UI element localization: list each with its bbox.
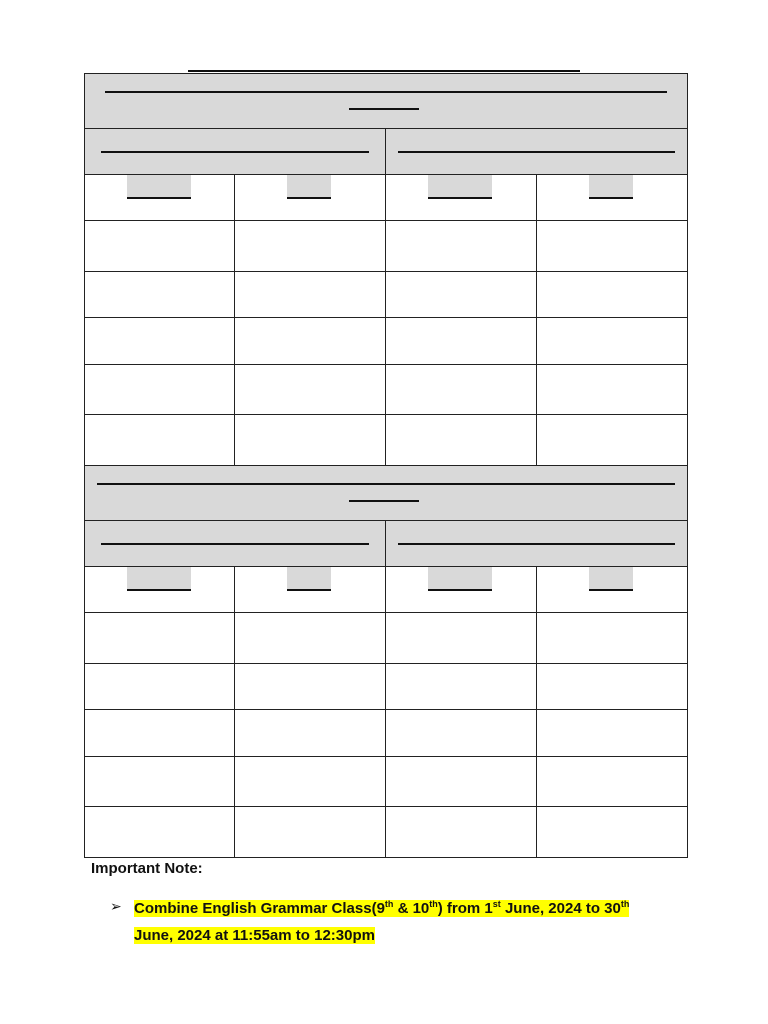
table-row (85, 613, 688, 664)
table-2-title-cell (85, 466, 688, 521)
table-cell (85, 272, 235, 318)
table-row (85, 710, 688, 757)
important-note-text (134, 895, 654, 949)
table-2-group-header-right (386, 521, 688, 567)
column-header-cell (386, 567, 537, 613)
table-cell (235, 613, 386, 664)
table-cell (537, 272, 688, 318)
column-header-cell (235, 567, 386, 613)
important-note-heading: Important Note: (91, 860, 203, 877)
table-row (85, 175, 688, 221)
table-cell (537, 664, 688, 710)
table-cell (386, 318, 537, 365)
redacted-label (589, 567, 633, 591)
redacted-text-line (349, 108, 419, 110)
table-cell (85, 415, 235, 466)
table-cell (85, 221, 235, 272)
redacted-text-line (398, 151, 675, 153)
table-row (85, 221, 688, 272)
table-cell (386, 613, 537, 664)
column-header-cell (85, 567, 235, 613)
table-cell (85, 365, 235, 415)
table-cell (235, 415, 386, 466)
table-cell (235, 807, 386, 858)
table-cell (537, 613, 688, 664)
table-row (85, 807, 688, 858)
column-header-cell (235, 175, 386, 221)
redacted-text-line (105, 91, 667, 93)
column-header-cell (386, 175, 537, 221)
table-1-title-cell (85, 74, 688, 129)
redacted-label (127, 567, 191, 591)
table-cell (235, 221, 386, 272)
redacted-label (428, 567, 492, 591)
redacted-label (127, 175, 191, 199)
table-cell (235, 710, 386, 757)
table-cell (85, 664, 235, 710)
table-cell (235, 272, 386, 318)
table-cell (386, 272, 537, 318)
table-cell (537, 757, 688, 807)
table-cell (386, 415, 537, 466)
table-cell (537, 710, 688, 757)
table-row (85, 664, 688, 710)
schedule-table-1 (84, 73, 688, 466)
table-row (85, 757, 688, 807)
table-row (85, 272, 688, 318)
table-row (85, 415, 688, 466)
redacted-text-line (398, 543, 675, 545)
table-cell (386, 365, 537, 415)
table-cell (537, 807, 688, 858)
schedule-table-2 (84, 465, 688, 858)
arrow-bullet-icon: ➢ (110, 898, 122, 914)
table-1-group-header-left (85, 129, 386, 175)
table-row (85, 318, 688, 365)
redacted-label (428, 175, 492, 199)
table-cell (235, 664, 386, 710)
table-cell (85, 318, 235, 365)
table-2-group-header-left (85, 521, 386, 567)
highlighted-line-2: June, 2024 at 11:55am to 12:30pm (134, 927, 375, 944)
table-cell (537, 221, 688, 272)
table-cell (386, 664, 537, 710)
table-cell (85, 613, 235, 664)
table-row (85, 567, 688, 613)
table-cell (537, 365, 688, 415)
table-cell (235, 757, 386, 807)
redacted-label (287, 567, 331, 591)
redacted-title-line (188, 70, 580, 72)
redacted-label (589, 175, 633, 199)
redacted-text-line (97, 483, 675, 485)
table-1-group-header-right (386, 129, 688, 175)
table-row (85, 365, 688, 415)
table-cell (235, 365, 386, 415)
table-cell (85, 757, 235, 807)
redacted-text-line (349, 500, 419, 502)
table-cell (537, 415, 688, 466)
column-header-cell (85, 175, 235, 221)
redacted-label (287, 175, 331, 199)
table-cell (85, 710, 235, 757)
redacted-text-line (101, 151, 369, 153)
table-cell (386, 221, 537, 272)
table-cell (85, 807, 235, 858)
column-header-cell (537, 175, 688, 221)
column-header-cell (537, 567, 688, 613)
redacted-text-line (101, 543, 369, 545)
table-cell (386, 710, 537, 757)
table-cell (386, 807, 537, 858)
table-cell (386, 757, 537, 807)
highlighted-line-1: Combine English Grammar Class(9th & 10th) from 1st June, 2024 to 30th (134, 899, 630, 917)
table-cell (537, 318, 688, 365)
table-cell (235, 318, 386, 365)
